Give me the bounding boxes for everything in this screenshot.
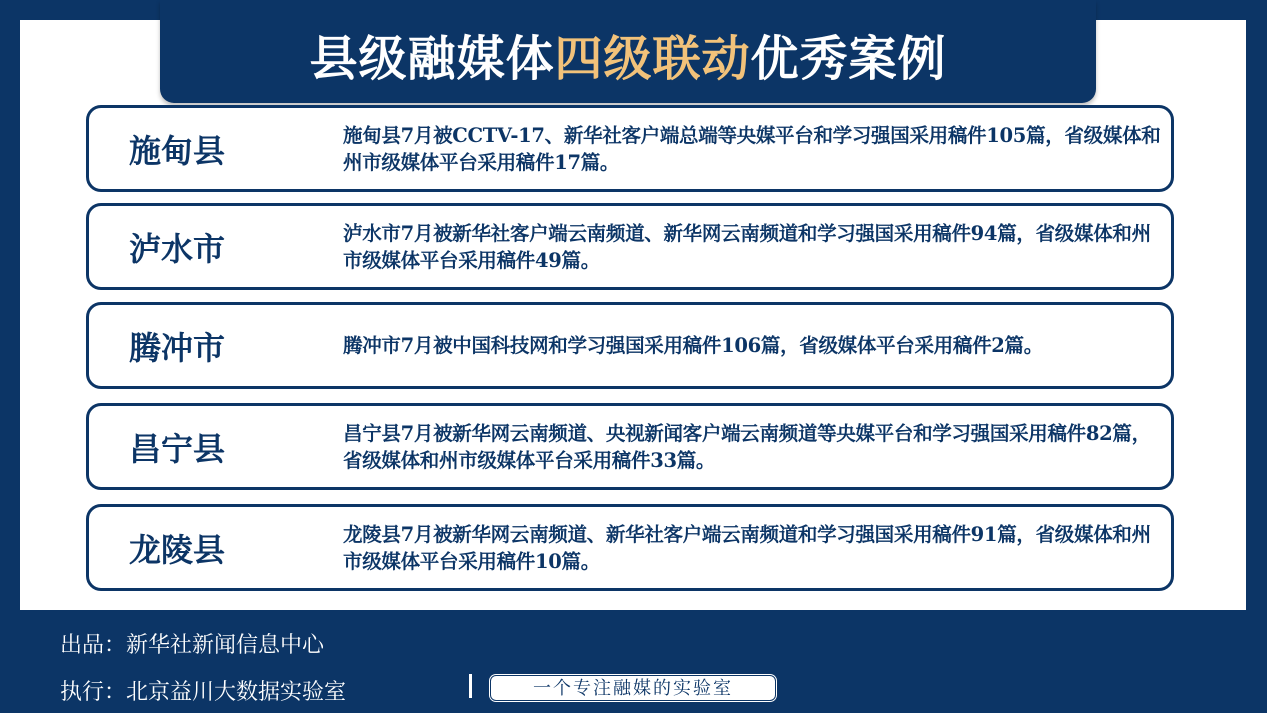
page-title: [309, 14, 946, 89]
case-card-shidian: [86, 105, 1174, 192]
case-description: 昌宁县7月被新华网云南频道、央视新闻客户端云南频道等央媒平台和学习强国采用稿件82篇，省级媒体和州市级媒体平台采用稿件33篇。: [343, 421, 1151, 472]
case-description: 泸水市7月被新华社客户端云南频道、新华网云南频道和学习强国采用稿件94篇，省级媒体和州市级媒体平台采用稿件49篇。: [343, 221, 1151, 272]
title-banner: [160, 0, 1096, 103]
executor-credit: 执行：北京益川大数据实验室: [60, 680, 347, 705]
case-description: 腾冲市7月被中国科技网和学习强国采用稿件106篇，省级媒体平台采用稿件2篇。: [343, 334, 1043, 357]
case-card-lushui: [86, 203, 1174, 290]
slogan-badge: 一个专注融媒的实验室: [490, 675, 776, 701]
case-name: 施甸县: [129, 131, 226, 170]
title-highlight: 四级联动: [554, 31, 751, 87]
case-card-changning: [86, 403, 1174, 490]
case-name: 腾冲市: [129, 328, 226, 367]
case-description: 龙陵县7月被新华网云南频道、新华社客户端云南频道和学习强国采用稿件91篇，省级媒体和州市级媒体平台采用稿件10篇。: [343, 522, 1151, 573]
footer-divider: [469, 674, 472, 698]
case-name: 龙陵县: [129, 530, 226, 569]
case-name: 泸水市: [129, 229, 226, 268]
title-suffix: 优秀案例: [750, 31, 947, 87]
case-card-tengchong: [86, 302, 1174, 389]
case-description: 施甸县7月被CCTV-17、新华社客户端总端等央媒平台和学习强国采用稿件105篇，省级媒体和州市级媒体平台采用稿件17篇。: [343, 123, 1161, 174]
case-name: 昌宁县: [129, 429, 226, 468]
producer-credit: 出品：新华社新闻信息中心: [60, 633, 325, 658]
title-prefix: 县级融媒体: [309, 31, 555, 87]
case-card-longling: [86, 504, 1174, 591]
